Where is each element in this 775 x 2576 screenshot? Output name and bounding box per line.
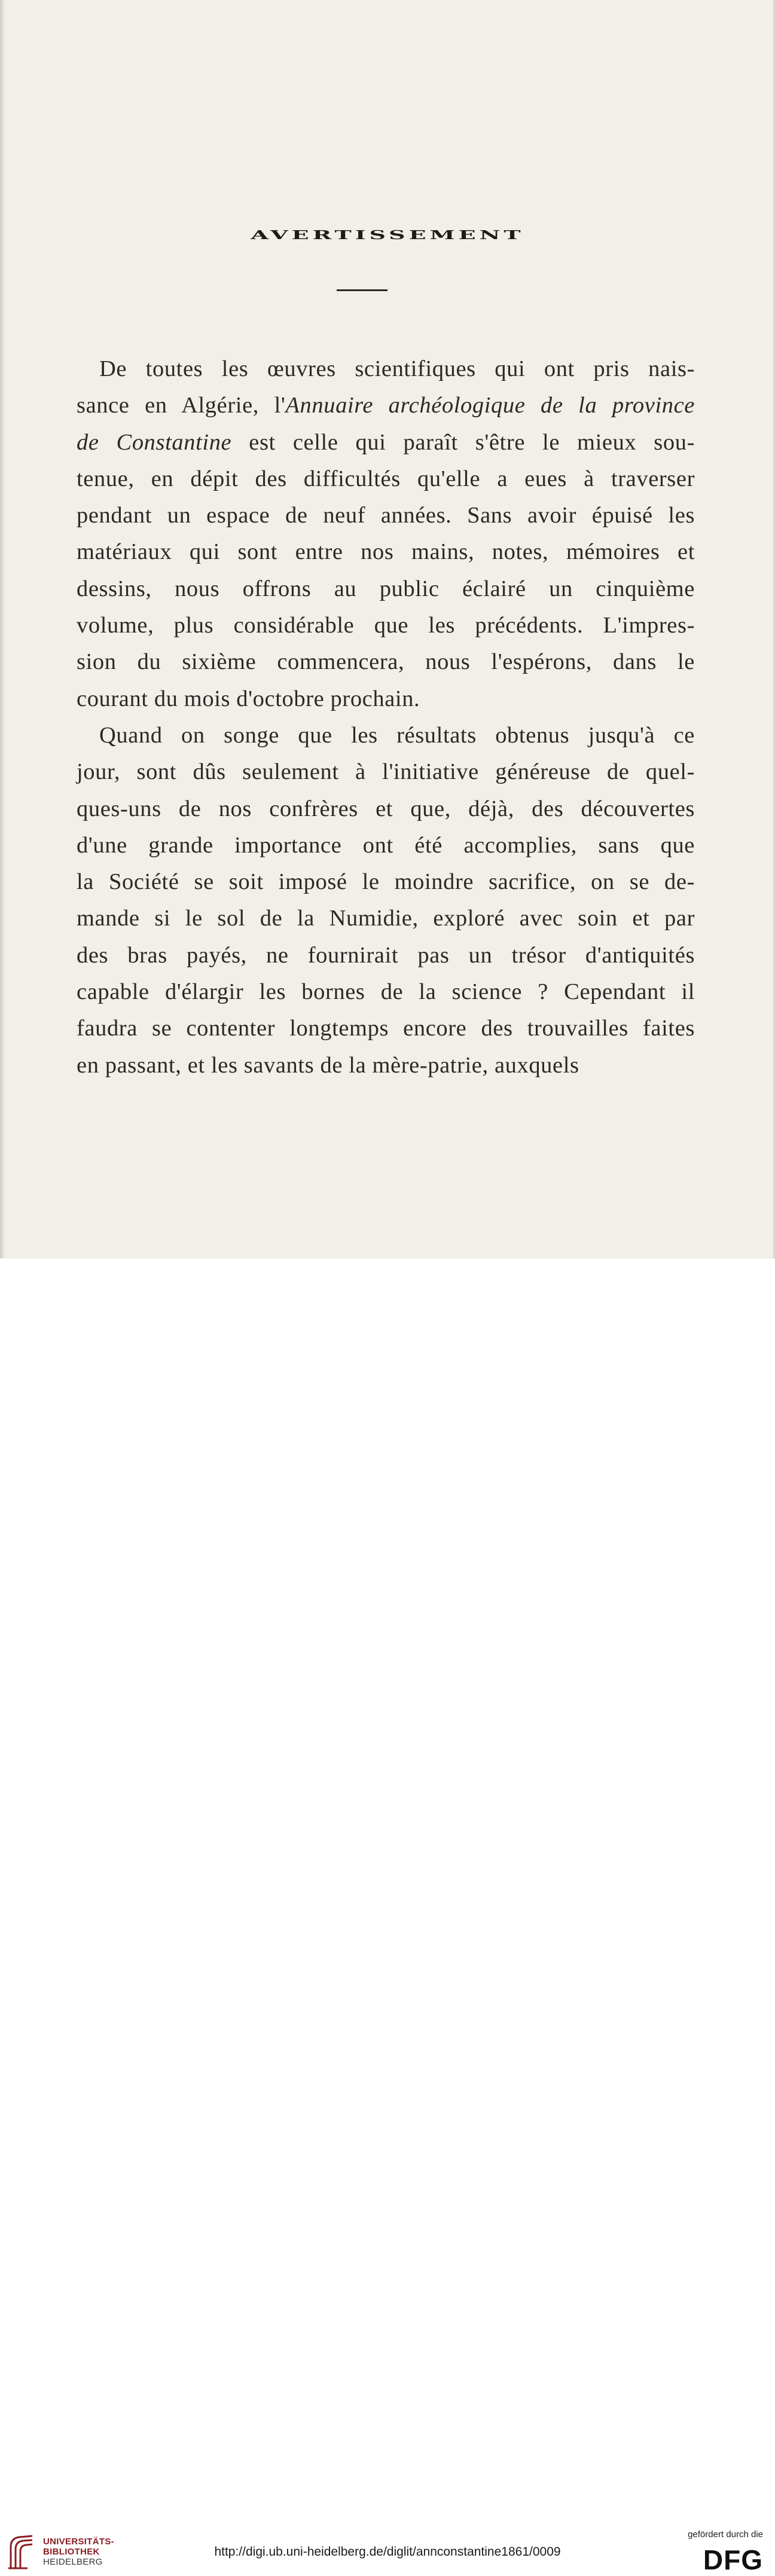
text-segment: est celle qui paraît s'être le mieux sou- [231,429,695,455]
footer-bar [0,1258,775,2575]
text-line: Quand on songe que les résultats obtenus jusqu'à ce [99,722,695,748]
text-line: en passant, et les savants de la mère-patrie, auxquels [77,1052,579,1078]
body-text [77,351,695,1084]
text-line: faudra se contenter longtemps encore des trouvailles faites [77,1016,695,1041]
text-line: dessins, nous offrons au public éclairé un cinquième [77,576,695,601]
funding-caption: gefördert durch die [688,2529,763,2540]
text-line: De toutes les œuvres scientifiques qui ont pris nais- [99,356,695,381]
text-line: sion du sixième commencera, nous l'espérons, dans le [77,649,695,675]
paragraph [77,351,695,717]
text-line: matériaux qui sont entre nos mains, notes, mémoires et [77,539,695,565]
text-line: la Société se soit imposé le moindre sacrifice, on se de- [77,869,695,895]
text-line: des bras payés, ne fournirait pas un trésor d'antiquités [77,942,695,968]
library-line-3: HEIDELBERG [43,2557,103,2567]
library-line-1: UNIVERSITÄTS- [43,2537,114,2547]
library-line-2: BIBLIOTHEK [43,2547,100,2557]
text-line: courant du mois d'octobre prochain. [77,686,420,711]
text-line: capable d'élargir les bornes de la science ? Cependant il [77,979,695,1005]
page-gutter-shadow [0,0,5,1258]
italic-title: de Constantine [77,429,232,455]
text-line: volume, plus considérable que les précédents. L'impres- [77,613,695,638]
text-segment: sance en Algérie, l' [77,393,286,418]
scanned-page [0,0,775,1258]
paragraph [77,717,695,1084]
dfg-logo: DFG [703,2544,763,2575]
text-line: d'une grande importance ont été accomplies, sans que [77,832,695,858]
text-line: tenue, en dépit des difficultés qu'elle a eues à traverser [77,466,695,491]
text-line [77,424,695,461]
text-line: jour, sont dûs seulement à l'initiative généreuse de quel- [77,759,695,785]
italic-title: Annuaire archéologique de la province [285,393,695,418]
text-line: mande si le sol de la Numidie, exploré avec soin et par [77,906,695,931]
source-url-link[interactable]: http://digi.ub.uni-heidelberg.de/diglit/annconstantine1861/0009 [214,2545,561,2559]
text-line: ques-uns de nos confrères et que, déjà, des découvertes [77,796,695,821]
heading-rule [337,289,388,291]
text-line: pendant un espace de neuf années. Sans avoir épuisé les [77,503,695,528]
page-heading: AVERTISSEMENT [251,227,524,242]
text-line [77,387,695,424]
